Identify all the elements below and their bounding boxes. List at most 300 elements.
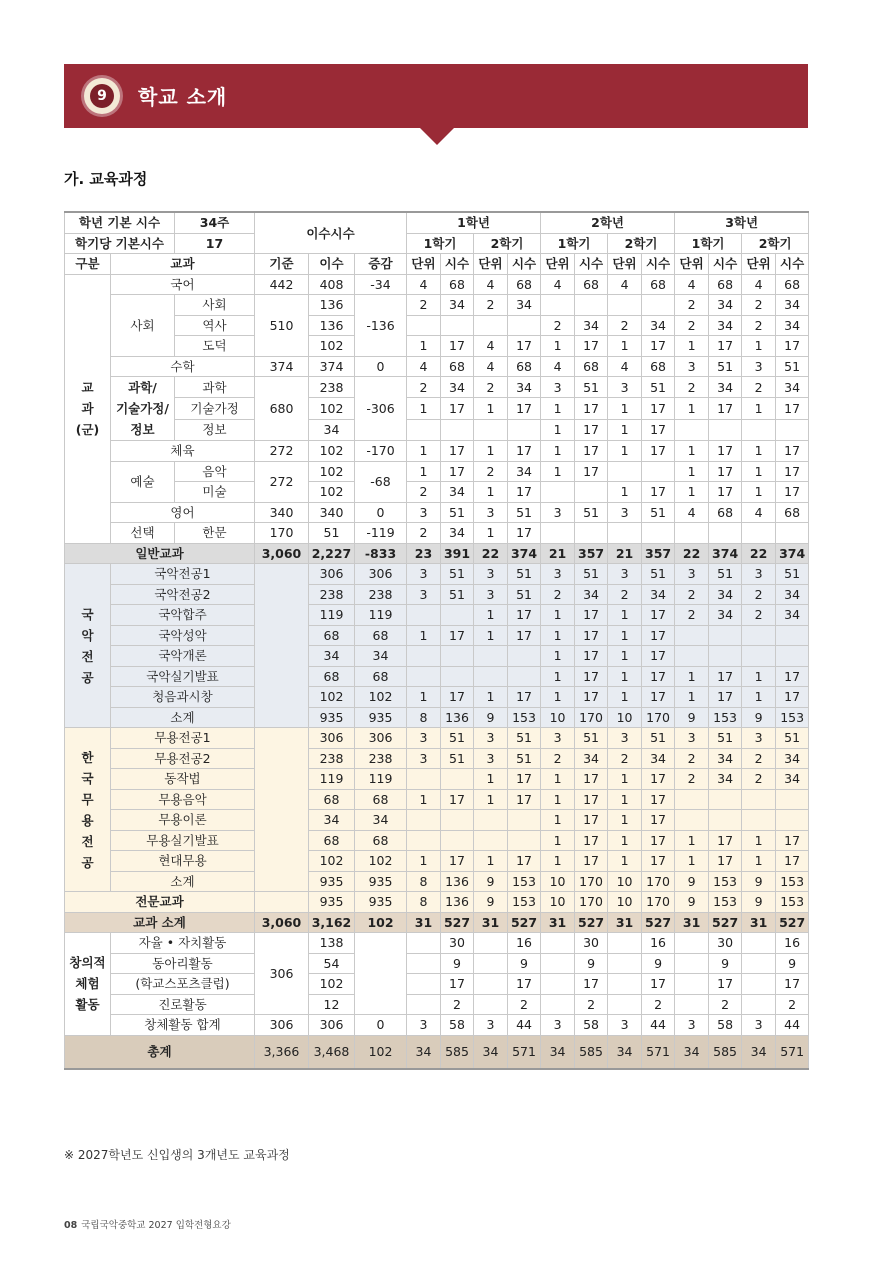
subject-name: 국악합주	[111, 605, 255, 626]
table-row	[65, 994, 809, 1015]
value-cell: 1	[608, 646, 642, 667]
header-row-1	[65, 212, 809, 233]
value-cell	[407, 974, 441, 995]
unit-header: 단위	[541, 254, 575, 275]
value-cell: 51	[508, 502, 541, 523]
value-cell: 3,162	[309, 912, 355, 933]
value-cell	[474, 994, 508, 1015]
value-cell: 34	[575, 584, 608, 605]
completed-cell: 102	[309, 441, 355, 462]
value-cell: 34	[776, 605, 809, 626]
value-cell: 2	[608, 315, 642, 336]
value-cell: 571	[776, 1035, 809, 1069]
value-cell: 2	[407, 523, 441, 544]
value-cell: 17	[441, 336, 474, 357]
subject-name: 수학	[111, 356, 255, 377]
value-cell	[407, 666, 441, 687]
value-cell	[675, 625, 709, 646]
value-cell: 153	[709, 871, 742, 892]
subject-name: 음악	[175, 461, 255, 482]
value-cell: 34	[642, 584, 675, 605]
value-cell: 34	[776, 769, 809, 790]
value-cell: 1	[608, 441, 642, 462]
value-cell: 1	[541, 398, 575, 419]
value-cell: 1	[407, 461, 441, 482]
value-cell: 22	[474, 543, 508, 564]
change-cell: 102	[355, 851, 407, 872]
value-cell: 17	[642, 482, 675, 503]
value-cell: 34	[709, 605, 742, 626]
value-cell	[508, 315, 541, 336]
value-cell: 2	[608, 584, 642, 605]
value-cell: 17	[776, 482, 809, 503]
completed-cell: 935	[309, 871, 355, 892]
change-cell: -119	[355, 523, 407, 544]
completed-cell: 138	[309, 933, 355, 954]
value-cell: 17	[508, 336, 541, 357]
value-cell	[675, 953, 709, 974]
completed-cell: 102	[309, 974, 355, 995]
value-cell	[541, 295, 575, 316]
value-cell: 1	[675, 830, 709, 851]
header-row-2	[65, 233, 809, 254]
change-cell: -68	[355, 461, 407, 502]
completed-cell: 374	[309, 356, 355, 377]
value-cell: 571	[642, 1035, 675, 1069]
value-cell: 9	[474, 871, 508, 892]
value-cell: 17	[575, 974, 608, 995]
value-cell	[441, 646, 474, 667]
value-cell: 51	[575, 564, 608, 585]
value-cell: 17	[441, 441, 474, 462]
value-cell: -833	[355, 543, 407, 564]
value-cell: 3	[407, 728, 441, 749]
completed-cell: 136	[309, 315, 355, 336]
value-cell: 68	[508, 356, 541, 377]
value-cell: 17	[642, 851, 675, 872]
value-cell: 1	[675, 336, 709, 357]
value-cell: 51	[575, 728, 608, 749]
basic-hours-value: 34주	[175, 212, 255, 233]
activity-name: 진로활동	[111, 994, 255, 1015]
change-cell: 935	[355, 871, 407, 892]
activity-name: 동아리활동	[111, 953, 255, 974]
value-cell	[441, 810, 474, 831]
g3-sem1: 1학기	[675, 233, 742, 254]
value-cell: 1	[474, 789, 508, 810]
value-cell: 1	[474, 625, 508, 646]
value-cell: 51	[441, 748, 474, 769]
table-row	[65, 523, 809, 544]
value-cell: 68	[642, 356, 675, 377]
value-cell: 2	[742, 605, 776, 626]
subject-name: 무용실기발표	[111, 830, 255, 851]
completed-hours-header: 이수시수	[255, 212, 407, 254]
value-cell	[508, 666, 541, 687]
value-cell: 1	[474, 605, 508, 626]
value-cell: 935	[309, 892, 355, 913]
grade1-header: 1학년	[407, 212, 541, 233]
completed-cell: 238	[309, 377, 355, 398]
standard-cell: 306	[255, 1015, 309, 1036]
change-cell: 68	[355, 625, 407, 646]
value-cell: 31	[474, 912, 508, 933]
value-cell: 17	[709, 687, 742, 708]
value-cell: 34	[709, 377, 742, 398]
value-cell: 8	[407, 707, 441, 728]
table-row	[65, 377, 809, 398]
value-cell: 9	[709, 953, 742, 974]
unit-header: 단위	[474, 254, 508, 275]
value-cell	[407, 419, 441, 440]
subject-name: 국악개론	[111, 646, 255, 667]
value-cell: 2	[675, 584, 709, 605]
value-cell: 17	[709, 830, 742, 851]
table-row	[65, 789, 809, 810]
completed-cell: 340	[309, 502, 355, 523]
value-cell: 58	[709, 1015, 742, 1036]
change-cell: 68	[355, 830, 407, 851]
table-row	[65, 605, 809, 626]
value-cell: 2	[407, 295, 441, 316]
value-cell: 153	[776, 871, 809, 892]
value-cell: 9	[474, 707, 508, 728]
value-cell: 2	[407, 482, 441, 503]
value-cell: 3	[474, 564, 508, 585]
value-cell: 17	[709, 441, 742, 462]
value-cell: 1	[742, 441, 776, 462]
value-cell: 2	[742, 769, 776, 790]
value-cell: 17	[642, 336, 675, 357]
value-cell: 1	[474, 441, 508, 462]
value-cell: 527	[776, 912, 809, 933]
value-cell: 68	[776, 274, 809, 295]
change-cell: 0	[355, 502, 407, 523]
value-cell	[407, 953, 441, 974]
completed-cell: 102	[309, 482, 355, 503]
value-cell: 1	[675, 398, 709, 419]
value-cell: 2	[541, 748, 575, 769]
g1-sem2: 2학기	[474, 233, 541, 254]
change-cell: 935	[355, 707, 407, 728]
table-row	[65, 336, 809, 357]
value-cell: 34	[742, 1035, 776, 1069]
value-cell	[742, 953, 776, 974]
value-cell: 51	[776, 564, 809, 585]
subject-group-social: 사회	[111, 295, 175, 357]
value-cell: 2	[709, 994, 742, 1015]
activity-name: 창체활동 합계	[111, 1015, 255, 1036]
hours-header: 시수	[709, 254, 742, 275]
value-cell: 1	[541, 687, 575, 708]
completed-cell: 935	[309, 707, 355, 728]
table-row	[65, 810, 809, 831]
table-row	[65, 1035, 809, 1069]
value-cell: 1	[608, 810, 642, 831]
value-cell: 68	[642, 274, 675, 295]
banner-notch	[419, 127, 455, 145]
value-cell: 8	[407, 871, 441, 892]
subject-group-elective: 선택	[111, 523, 175, 544]
value-cell: 17	[575, 398, 608, 419]
value-cell: 51	[642, 502, 675, 523]
table-row	[65, 502, 809, 523]
value-cell: 136	[441, 892, 474, 913]
value-cell: 2	[474, 461, 508, 482]
completed-cell: 119	[309, 769, 355, 790]
value-cell: 17	[709, 398, 742, 419]
value-cell: 17	[776, 398, 809, 419]
value-cell: 2	[742, 748, 776, 769]
value-cell: 1	[608, 419, 642, 440]
completed-cell: 238	[309, 748, 355, 769]
table-row	[65, 315, 809, 336]
value-cell: 17	[508, 398, 541, 419]
value-cell: 1	[608, 398, 642, 419]
subject-name: 국악성악	[111, 625, 255, 646]
value-cell: 1	[608, 625, 642, 646]
value-cell: 21	[541, 543, 575, 564]
value-cell: 34	[541, 1035, 575, 1069]
value-cell	[575, 523, 608, 544]
change-cell: 119	[355, 769, 407, 790]
value-cell: 4	[407, 356, 441, 377]
value-cell	[709, 419, 742, 440]
value-cell	[575, 295, 608, 316]
value-cell	[608, 295, 642, 316]
value-cell: 1	[407, 687, 441, 708]
value-cell	[541, 523, 575, 544]
table-row	[65, 482, 809, 503]
value-cell: 34	[709, 295, 742, 316]
value-cell: 51	[508, 728, 541, 749]
activity-name: 자율 • 자치활동	[111, 933, 255, 954]
value-cell: 51	[508, 584, 541, 605]
value-cell: 34	[776, 748, 809, 769]
value-cell: 30	[709, 933, 742, 954]
value-cell: 1	[541, 830, 575, 851]
value-cell: 2	[575, 994, 608, 1015]
value-cell: 9	[776, 953, 809, 974]
value-cell: 17	[709, 974, 742, 995]
value-cell: 3	[608, 377, 642, 398]
value-cell: 17	[575, 789, 608, 810]
value-cell: 3	[474, 748, 508, 769]
value-cell: 153	[508, 707, 541, 728]
value-cell: 68	[508, 274, 541, 295]
change-cell: 306	[355, 564, 407, 585]
subsection-title: 가. 교육과정	[64, 170, 148, 188]
page-footer	[64, 1217, 231, 1231]
table-row	[65, 543, 809, 564]
completed-cell: 34	[309, 646, 355, 667]
value-cell: 1	[541, 851, 575, 872]
value-cell: 1	[474, 398, 508, 419]
value-cell: 170	[642, 707, 675, 728]
value-cell	[742, 933, 776, 954]
value-cell: 357	[575, 543, 608, 564]
value-cell: 17	[441, 851, 474, 872]
value-cell: 1	[474, 769, 508, 790]
change-cell: 0	[355, 356, 407, 377]
value-cell: 170	[642, 892, 675, 913]
grand-total: 총계	[65, 1035, 255, 1069]
value-cell: 17	[776, 687, 809, 708]
value-cell	[508, 419, 541, 440]
value-cell: 2	[541, 315, 575, 336]
value-cell: 8	[407, 892, 441, 913]
value-cell: 34	[441, 523, 474, 544]
value-cell: 16	[508, 933, 541, 954]
value-cell	[541, 482, 575, 503]
value-cell	[407, 605, 441, 626]
value-cell: 17	[441, 398, 474, 419]
value-cell: 17	[642, 398, 675, 419]
value-cell: 17	[441, 461, 474, 482]
table-row	[65, 584, 809, 605]
value-cell: 22	[742, 543, 776, 564]
value-cell: 391	[441, 543, 474, 564]
table-row	[65, 707, 809, 728]
subject-name: 동작법	[111, 769, 255, 790]
value-cell: 17	[776, 441, 809, 462]
value-cell: 17	[575, 419, 608, 440]
value-cell: 153	[508, 892, 541, 913]
value-cell	[675, 994, 709, 1015]
value-cell: 17	[508, 605, 541, 626]
change-cell: 119	[355, 605, 407, 626]
subject-name: 영어	[111, 502, 255, 523]
value-cell: 4	[675, 274, 709, 295]
value-cell: 1	[407, 441, 441, 462]
table-row	[65, 564, 809, 585]
value-cell: 2	[474, 377, 508, 398]
change-cell: 68	[355, 666, 407, 687]
value-cell	[675, 933, 709, 954]
value-cell: 1	[608, 769, 642, 790]
value-cell: 10	[541, 871, 575, 892]
hours-header: 시수	[508, 254, 541, 275]
value-cell	[675, 974, 709, 995]
value-cell: 1	[742, 851, 776, 872]
value-cell: 153	[776, 707, 809, 728]
value-cell: 34	[709, 769, 742, 790]
value-cell: 1	[407, 789, 441, 810]
value-cell	[508, 646, 541, 667]
value-cell	[776, 646, 809, 667]
value-cell	[575, 482, 608, 503]
value-cell: 51	[642, 377, 675, 398]
value-cell: 4	[608, 356, 642, 377]
semester-hours-value: 17	[175, 233, 255, 254]
value-cell: 34	[709, 748, 742, 769]
division-header: 구분	[65, 254, 111, 275]
value-cell: 44	[642, 1015, 675, 1036]
value-cell	[742, 646, 776, 667]
standard-cell: 442	[255, 274, 309, 295]
value-cell: 17	[575, 769, 608, 790]
value-cell	[474, 953, 508, 974]
value-cell	[608, 994, 642, 1015]
value-cell: 1	[742, 482, 776, 503]
value-cell	[441, 769, 474, 790]
value-cell	[742, 625, 776, 646]
value-cell: 3,366	[255, 1035, 309, 1069]
value-cell: 1	[608, 687, 642, 708]
value-cell: 1	[675, 482, 709, 503]
value-cell: 17	[642, 605, 675, 626]
standard-cell: 170	[255, 523, 309, 544]
completed-cell: 54	[309, 953, 355, 974]
table-row	[65, 912, 809, 933]
table-row	[65, 892, 809, 913]
group-creative: 창의적 체험 활동	[65, 933, 111, 1036]
value-cell: 1	[541, 646, 575, 667]
value-cell: 2	[441, 994, 474, 1015]
value-cell: 4	[407, 274, 441, 295]
value-cell: 2	[608, 748, 642, 769]
table-row	[65, 625, 809, 646]
subject-name: 무용전공2	[111, 748, 255, 769]
subject-name: 과학	[175, 377, 255, 398]
value-cell: 3	[675, 564, 709, 585]
value-cell: 2,227	[309, 543, 355, 564]
completed-cell: 34	[309, 810, 355, 831]
value-cell	[407, 994, 441, 1015]
value-cell: 68	[776, 502, 809, 523]
value-cell	[742, 419, 776, 440]
value-cell: 34	[575, 748, 608, 769]
value-cell: 153	[709, 707, 742, 728]
value-cell	[675, 646, 709, 667]
subject-name: 무용이론	[111, 810, 255, 831]
value-cell	[441, 830, 474, 851]
table-row	[65, 666, 809, 687]
value-cell	[776, 419, 809, 440]
value-cell: 1	[608, 666, 642, 687]
value-cell	[541, 933, 575, 954]
value-cell: 17	[508, 625, 541, 646]
value-cell: 34	[675, 1035, 709, 1069]
standard-cell: 510	[255, 295, 309, 357]
value-cell: 527	[709, 912, 742, 933]
value-cell: 9	[642, 953, 675, 974]
value-cell	[742, 994, 776, 1015]
value-cell: 3	[675, 356, 709, 377]
subject-header: 교과	[111, 254, 255, 275]
value-cell	[474, 646, 508, 667]
value-cell: 17	[709, 461, 742, 482]
value-cell: 2	[675, 377, 709, 398]
value-cell: 68	[709, 274, 742, 295]
value-cell: 10	[608, 871, 642, 892]
value-cell: 30	[575, 933, 608, 954]
value-cell	[742, 789, 776, 810]
subject-name: 국악실기발표	[111, 666, 255, 687]
value-cell	[407, 769, 441, 790]
table-row	[65, 646, 809, 667]
basic-hours-label: 학년 기본 시수	[65, 212, 175, 233]
standard-cell: 680	[255, 377, 309, 441]
completed-cell: 68	[309, 625, 355, 646]
value-cell: 17	[508, 974, 541, 995]
value-cell: 9	[508, 953, 541, 974]
value-cell: 1	[742, 336, 776, 357]
value-cell: 17	[575, 666, 608, 687]
completed-cell: 34	[309, 419, 355, 440]
value-cell: 1	[541, 810, 575, 831]
value-cell: 2	[675, 769, 709, 790]
